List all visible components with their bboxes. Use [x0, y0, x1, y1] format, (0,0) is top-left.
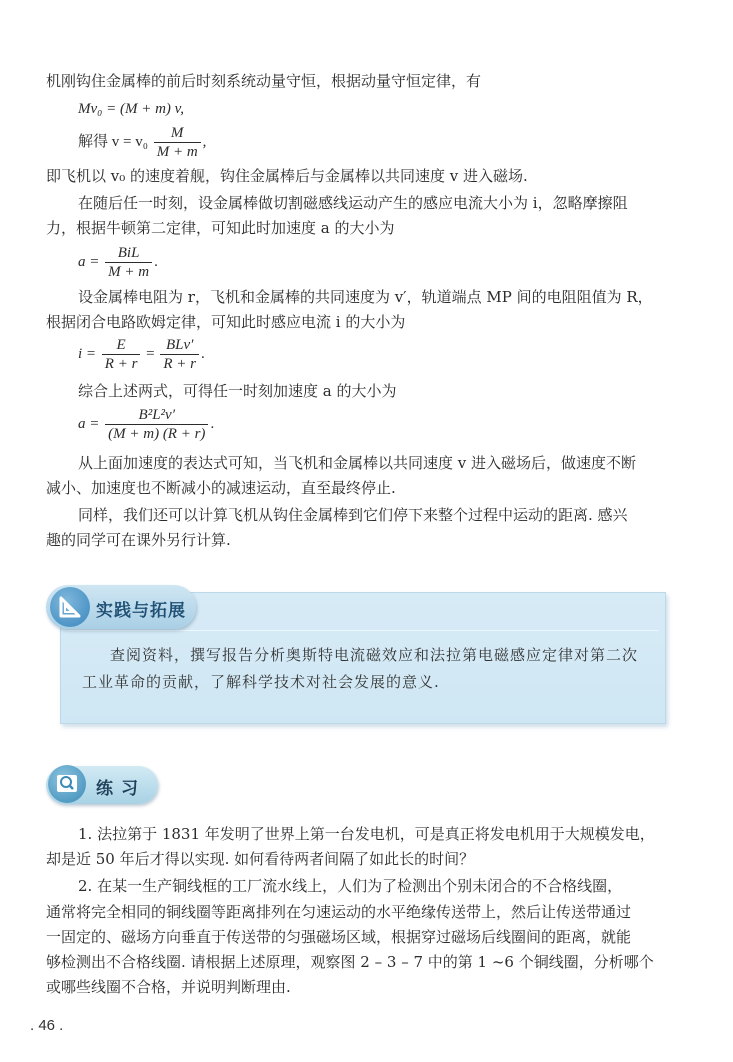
equation-acceleration-final	[78, 406, 214, 443]
exercise-line: 2. 在某一生产铜线框的工厂流水线上，人们为了检测出个别未闭合的不合格线圈，	[78, 877, 623, 895]
paragraph-line: 综合上述两式，可得任一时刻加速度 a 的大小为	[78, 382, 397, 400]
exercise-line: 却是近 50 年后才得以实现. 如何看待两者间隔了如此长的时间？	[46, 850, 475, 868]
equation-text: .	[201, 345, 205, 362]
denominator: (M + m) (R + r)	[108, 426, 206, 442]
paragraph-line: 趣的同学可在课外另行计算.	[46, 531, 231, 549]
fraction	[102, 336, 141, 373]
triangle-ruler-icon	[50, 587, 90, 627]
exercise-line: 一固定的、磁场方向垂直于传送带的匀强磁场区域，根据穿过磁场后线圈间的距离，就能	[46, 928, 632, 946]
paragraph-line: 同样，我们还可以计算飞机从钩住金属棒到它们停下来整个过程中运动的距离. 感兴	[78, 506, 628, 524]
paragraph-line: 即飞机以 v₀ 的速度着舰，钩住金属棒后与金属棒以共同速度 v 进入磁场.	[46, 167, 528, 185]
practice-text: 查阅资料，撰写报告分析奥斯特电流磁效应和法拉第电磁感应定律对第二次	[110, 646, 639, 664]
equation-momentum: Mv₀ = (M + m) v,	[78, 101, 184, 117]
fraction	[160, 336, 199, 373]
numerator: M	[154, 124, 201, 143]
numerator: E	[102, 336, 141, 355]
equation-text: .	[210, 415, 215, 432]
divider	[68, 630, 658, 631]
fraction	[105, 244, 152, 281]
paragraph-line: 减小、加速度也不断减小的减速运动，直至最终停止.	[46, 479, 396, 497]
equation-text: a =	[78, 415, 100, 432]
paragraph-line: 设金属棒电阻为 r，飞机和金属棒的共同速度为 v′，轨道端点 MP 间的电阻阻值为 R，	[78, 288, 653, 306]
equation-text: =	[146, 345, 155, 362]
equation-text: 解得 v = v₀	[78, 133, 148, 150]
denominator: M + m	[108, 264, 150, 280]
magnifier-icon	[48, 765, 86, 803]
paragraph-line: 在随后任一时刻，设金属棒做切割磁感线运动产生的感应电流大小为 i，忽略摩擦阻	[78, 194, 628, 212]
denominator: R + r	[104, 356, 138, 372]
numerator: BiL	[105, 244, 152, 263]
page-number: . 46 .	[30, 1017, 64, 1034]
practice-title: 实践与拓展	[96, 601, 186, 621]
exercise-line: 1. 法拉第于 1831 年发明了世界上第一台发电机，可是真正将发电机用于大规模发电，	[78, 825, 655, 843]
fraction	[154, 124, 201, 161]
fraction	[105, 406, 208, 443]
paragraph-line: 机刚钩住金属棒的前后时刻系统动量守恒，根据动量守恒定律，有	[46, 72, 482, 90]
equation-velocity	[78, 124, 206, 161]
equation-text: a =	[78, 253, 100, 270]
exercise-line: 或哪些线圈不合格，并说明判断理由.	[46, 978, 291, 996]
equation-text: ,	[202, 133, 207, 150]
equation-text: i =	[78, 345, 97, 362]
numerator: BLv′	[160, 336, 199, 355]
paragraph-line: 从上面加速度的表达式可知，当飞机和金属棒以共同速度 v 进入磁场后，做速度不断	[78, 454, 637, 472]
equation-acceleration	[78, 244, 158, 281]
exercise-line: 通常将完全相同的铜线圈等距离排列在匀速运动的水平绝缘传送带上，然后让传送带通过	[46, 903, 632, 921]
practice-text: 工业革命的贡献，了解科学技术对社会发展的意义.	[82, 673, 440, 691]
numerator: B²L²v′	[105, 406, 208, 425]
equation-text: .	[154, 253, 158, 270]
exercise-title: 练习	[96, 779, 146, 799]
denominator: M + m	[156, 144, 198, 160]
paragraph-line: 力，根据牛顿第二定律，可知此时加速度 a 的大小为	[46, 219, 395, 237]
paragraph-line: 根据闭合电路欧姆定律，可知此时感应电流 i 的大小为	[46, 313, 406, 331]
denominator: R + r	[163, 356, 197, 372]
equation-current	[78, 336, 205, 373]
exercise-line: 够检测出不合格线圈. 请根据上述原理，观察图 2 – 3 – 7 中的第 1 ~6 个铜线圈，分析哪个	[46, 953, 654, 971]
